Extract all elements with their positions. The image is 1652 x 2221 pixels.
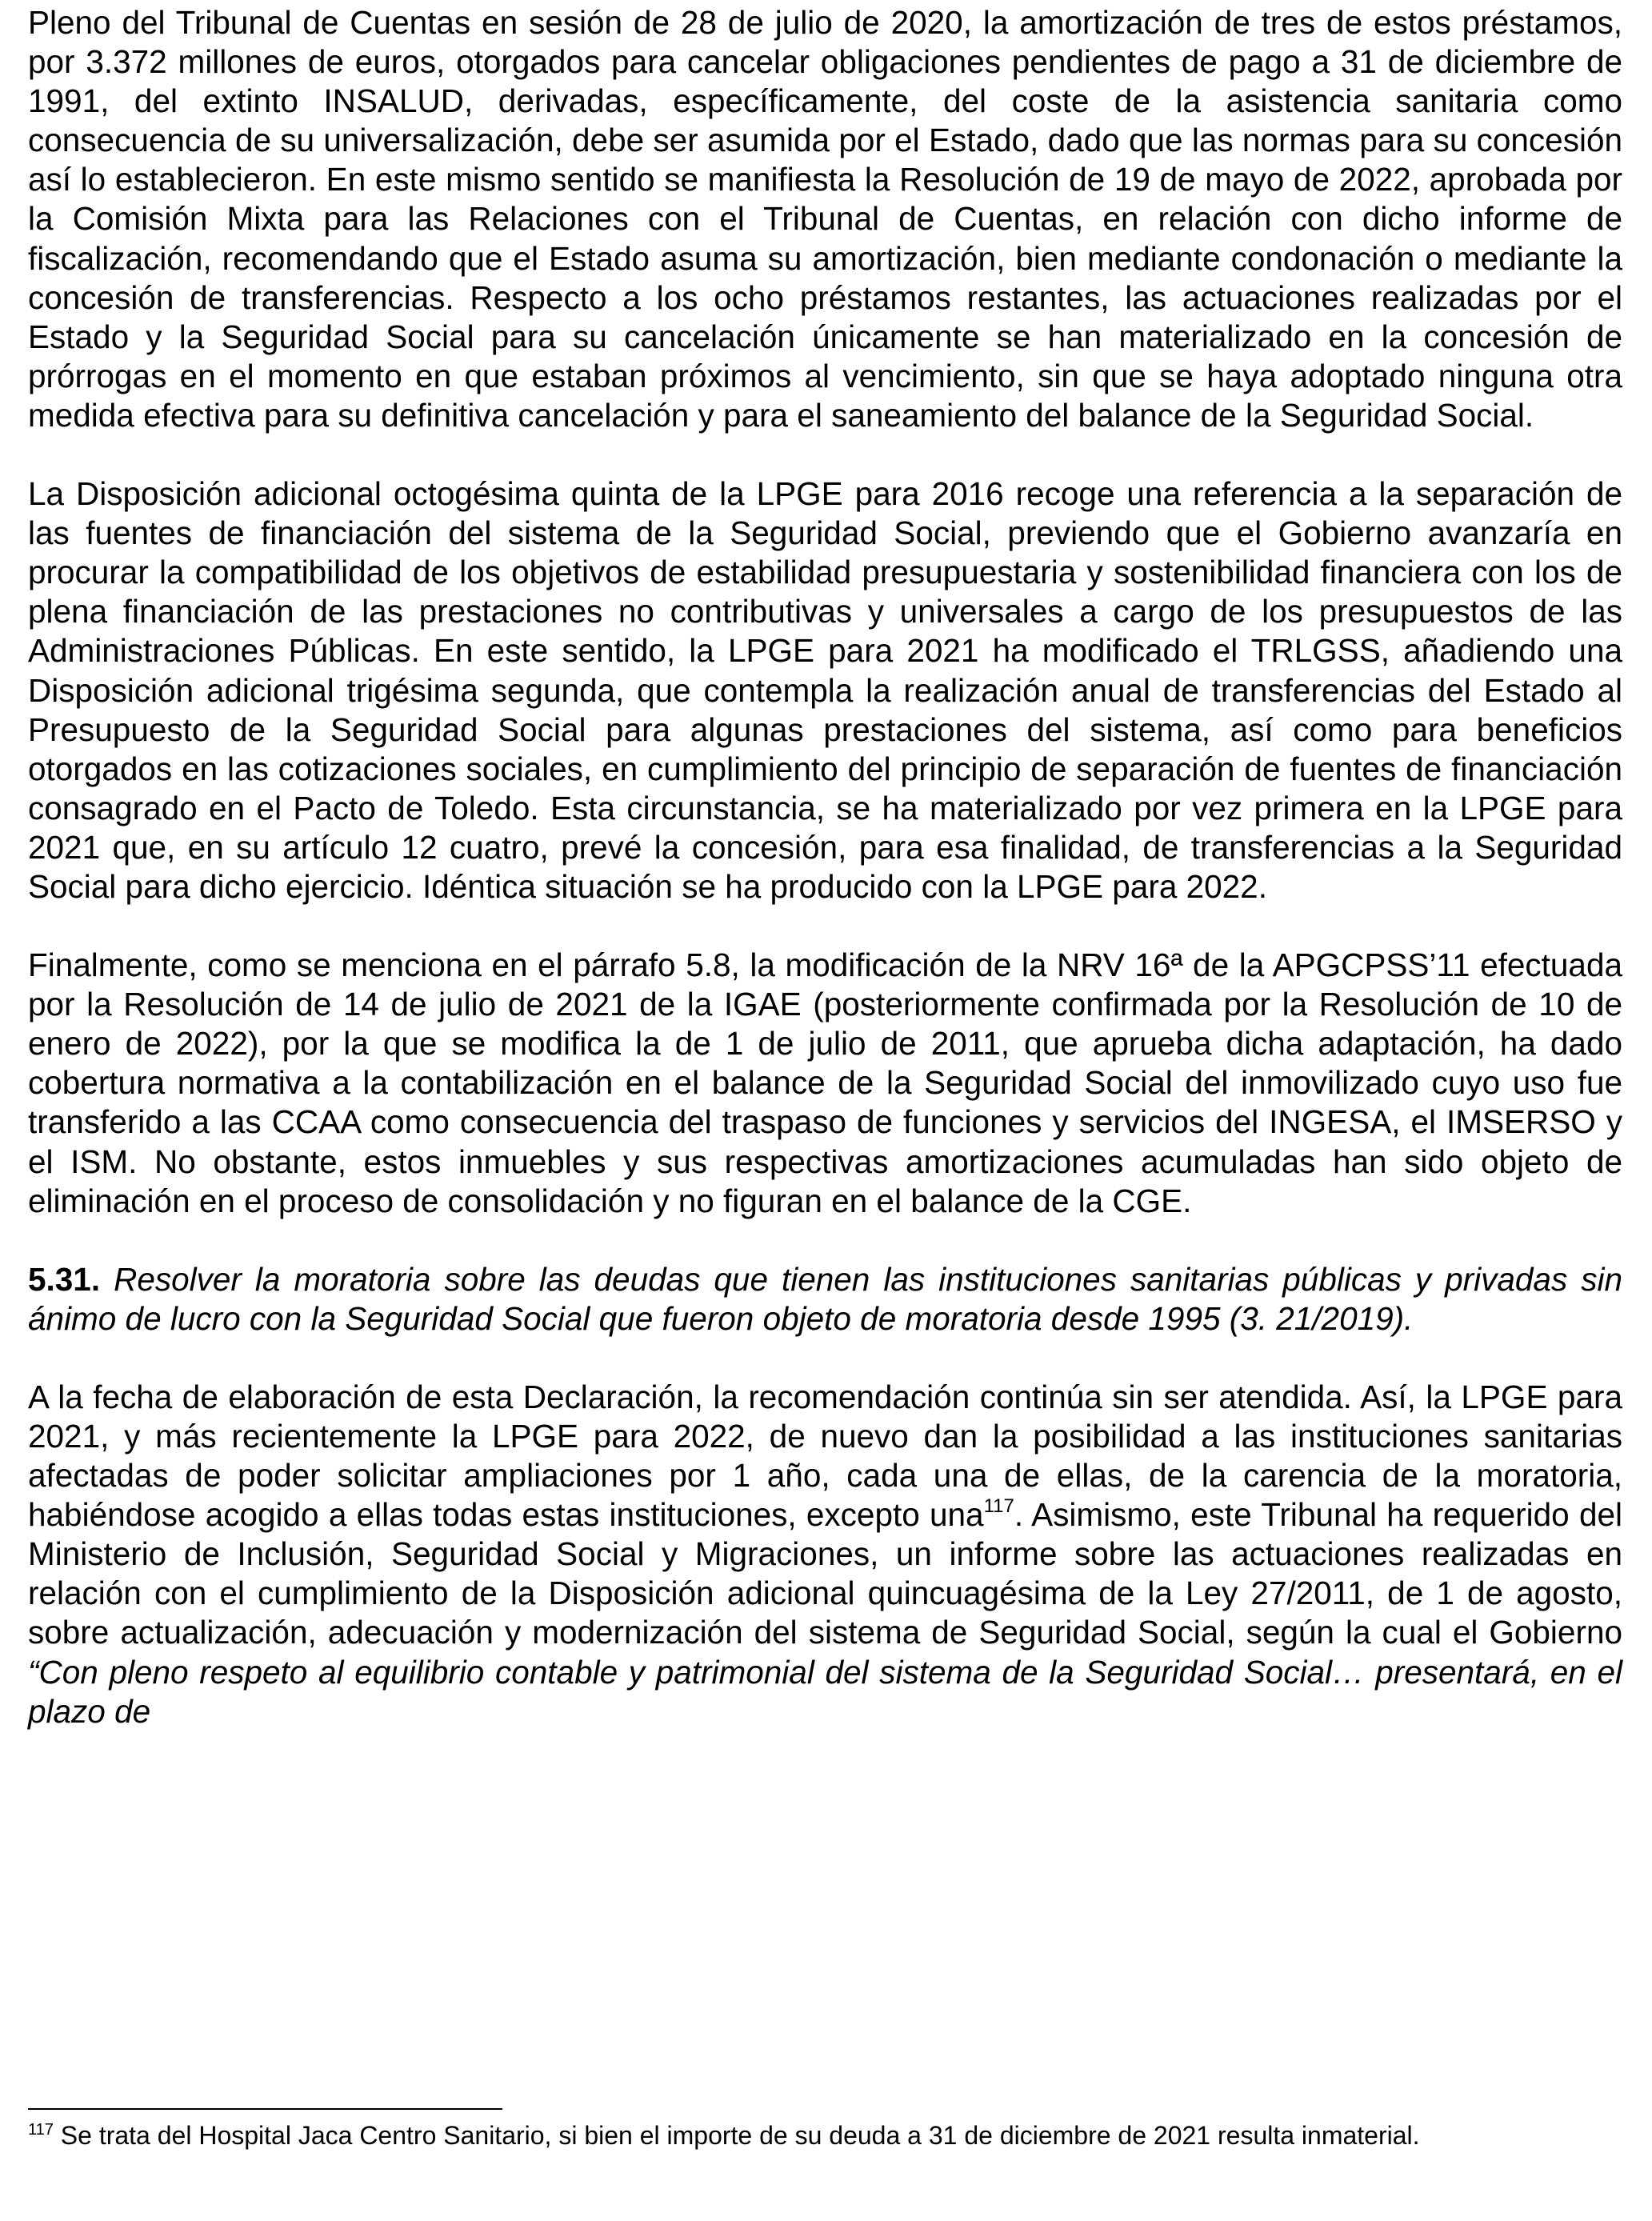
quoted-text: “Con pleno respeto al equilibrio contable y patrimonial del sistema de la Seguridad Social… presentará, en el plazo de	[28, 1653, 1622, 1730]
footnote-number: 117	[28, 2121, 54, 2139]
paragraph-text: A la fecha de elaboración de esta Declaración, la recomendación continúa sin ser atendida. Así, la LPGE para 2021, y más recientemente la LPGE para 2022, de nuevo dan la posibilidad a las instituciones sanitarias afectadas de poder solicitar ampliaciones por 1 año, cada una de ellas, de la carencia de la moratoria, habiéndose acogido a ellas todas estas instituciones, excepto una	[28, 1378, 1622, 1534]
footnote-reference[interactable]: 117	[983, 1495, 1014, 1518]
document-page	[28, 0, 1622, 2150]
recommendation-number: 5.31.	[28, 1260, 101, 1298]
paragraph-loan-amortization: Pleno del Tribunal de Cuentas en sesión de 28 de julio de 2020, la amortización de tres de estos préstamos, por 3.372 millones de euros, otorgados para cancelar obligaciones pendientes de pago a 31 de diciembre de 1991, del extinto INSALUD, derivadas, específicamente, del coste de la asistencia sanitaria como consecuencia de su universalización, debe ser asumida por el Estado, dado que las normas para su concesión así lo establecieron. En este mismo sentido se manifiesta la Resolución de 19 de mayo de 2022, aprobada por la Comisión Mixta para las Relaciones con el Tribunal de Cuentas, en relación con dicho informe de fiscalización, recomendando que el Estado asuma su amortización, bien mediante condonación o mediante la concesión de transferencias. Respecto a los ocho préstamos restantes, las actuaciones realizadas por el Estado y la Seguridad Social para su cancelación únicamente se han materializado en la concesión de prórrogas en el momento en que estaban próximos al vencimiento, sin que se haya adoptado ninguna otra medida efectiva para su definitiva cancelación y para el saneamiento del balance de la Seguridad Social.	[28, 4, 1622, 434]
paragraph-nrv-modification: Finalmente, como se menciona en el párrafo 5.8, la modificación de la NRV 16ª de la APGCPSS’11 efectuada por la Resolución de 14 de julio de 2021 de la IGAE (posteriormente confirmada por la Resolución de 10 de enero de 2022), por la que se modifica la de 1 de julio de 2011, que aprueba dicha adaptación, ha dado cobertura normativa a la contabilización en el balance de la Seguridad Social del inmovilizado cuyo uso fue transferido a las CCAA como consecuencia del traspaso de funciones y servicios del INGESA, el IMSERSO y el ISM. No obstante, estos inmuebles y sus respectivas amortizaciones acumuladas han sido objeto de eliminación en el proceso de consolidación y no figuran en el balance de la CGE.	[28, 946, 1622, 1219]
paragraph-financing-separation: La Disposición adicional octogésima quinta de la LPGE para 2016 recoge una referencia a la separación de las fuentes de financiación del sistema de la Seguridad Social, previendo que el Gobierno avanzaría en procurar la compatibilidad de los objetivos de estabilidad presupuestaria y sostenibilidad financiera con los de plena financiación de las prestaciones no contributivas y universales a cargo de los presupuestos de las Administraciones Públicas. En este sentido, la LPGE para 2021 ha modificado el TRLGSS, añadiendo una Disposición adicional trigésima segunda, que contempla la realización anual de transferencias del Estado al Presupuesto de la Seguridad Social para algunas prestaciones del sistema, así como para beneficios otorgados en las cotizaciones sociales, en cumplimiento del principio de separación de fuentes de financiación consagrado en el Pacto de Toledo. Esta circunstancia, se ha materializado por vez primera en la LPGE para 2021 que, en su artículo 12 cuatro, prevé la concesión, para esa finalidad, de transferencias a la Seguridad Social para dicho ejercicio. Idéntica situación se ha producido con la LPGE para 2022.	[28, 475, 1622, 905]
paragraph-text: . Asimismo, este Tribunal ha requerido del Ministerio de Inclusión, Seguridad Social y Migraciones, un informe sobre las actuaciones realizadas en relación con el cumplimiento de la Disposición adicional quincuagésima de la Ley 27/2011, de 1 de agosto, sobre actualización, adecuación y modernización del sistema de Seguridad Social, según la cual el Gobierno	[28, 1496, 1622, 1651]
footnote-separator	[28, 2108, 502, 2110]
recommendation-text: Resolver la moratoria sobre las deudas que tienen las instituciones sanitarias públicas y privadas sin ánimo de lucro con la Seguridad Social que fueron objeto de moratoria desde 1995 (3. 21/2019).	[28, 1260, 1622, 1337]
recommendation-heading	[28, 1260, 1622, 1339]
footnote-text: Se trata del Hospital Jaca Centro Sanitario, si bien el importe de su deuda a 31 de diciembre de 2021 resulta inmaterial.	[53, 2121, 1420, 2150]
footnote	[28, 2120, 1622, 2151]
paragraph-moratorium-status	[28, 1378, 1622, 1731]
